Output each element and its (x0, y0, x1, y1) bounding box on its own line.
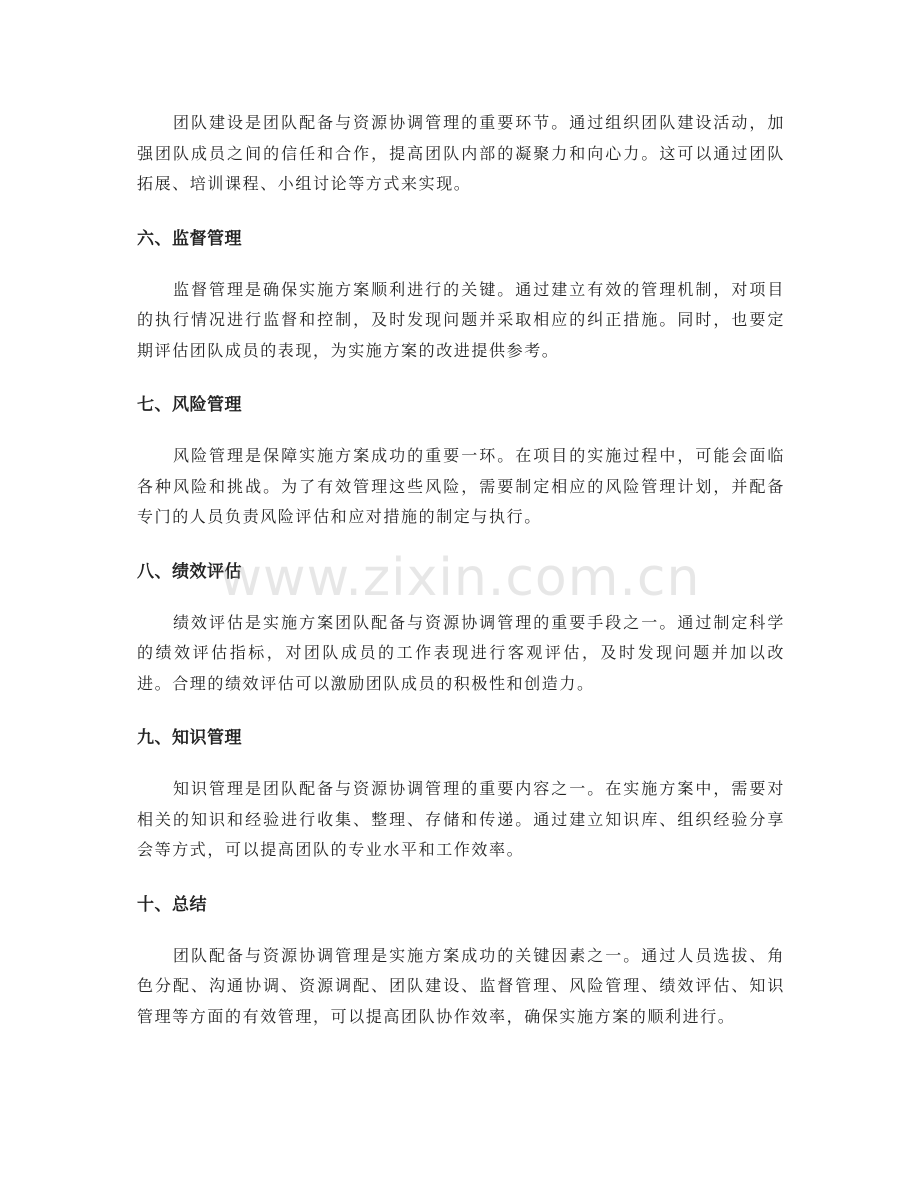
section-paragraph-summary: 团队配备与资源协调管理是实施方案成功的关键因素之一。通过人员选拔、角色分配、沟通协调、资源调配、团队建设、监督管理、风险管理、绩效评估、知识管理等方面的有效管理，可以提高团队协作效率，确保实施方案的顺利进行。 (137, 945, 785, 1026)
section-paragraph-risk: 风险管理是保障实施方案成功的重要一环。在项目的实施过程中，可能会面临各种风险和挑战。为了有效管理这些风险，需要制定相应的风险管理计划，并配备专门的人员负责风险评估和应对措施的制定与执行。 (137, 446, 785, 526)
section-heading-supervision: 六、监督管理 (137, 228, 242, 249)
watermark-text: www.zixin.com.cn (219, 548, 701, 608)
intro-paragraph: 团队建设是团队配备与资源协调管理的重要环节。通过组织团队建设活动，加强团队成员之间的信任和合作，提高团队内部的凝聚力和向心力。这可以通过团队拓展、培训课程、小组讨论等方式来实现。 (137, 113, 785, 193)
section-paragraph-performance: 绩效评估是实施方案团队配备与资源协调管理的重要手段之一。通过制定科学的绩效评估指标，对团队成员的工作表现进行客观评估，及时发现问题并加以改进。合理的绩效评估可以激励团队成员的积极性和创造力。 (137, 612, 785, 693)
section-heading-summary: 十、总结 (137, 894, 207, 915)
section-heading-performance: 八、绩效评估 (137, 561, 242, 582)
section-heading-risk: 七、风险管理 (137, 395, 242, 415)
section-paragraph-knowledge: 知识管理是团队配备与资源协调管理的重要内容之一。在实施方案中，需要对相关的知识和经验进行收集、整理、存储和传递。通过建立知识库、组织经验分享会等方式，可以提高团队的专业水平和工作效率。 (137, 779, 785, 859)
document-body (137, 108, 785, 1032)
section-paragraph-supervision: 监督管理是确保实施方案顺利进行的关键。通过建立有效的管理机制，对项目的执行情况进行监督和控制，及时发现问题并采取相应的纠正措施。同时，也要定期评估团队成员的表现，为实施方案的改进提供参考。 (137, 279, 785, 360)
section-heading-knowledge: 九、知识管理 (137, 728, 242, 748)
